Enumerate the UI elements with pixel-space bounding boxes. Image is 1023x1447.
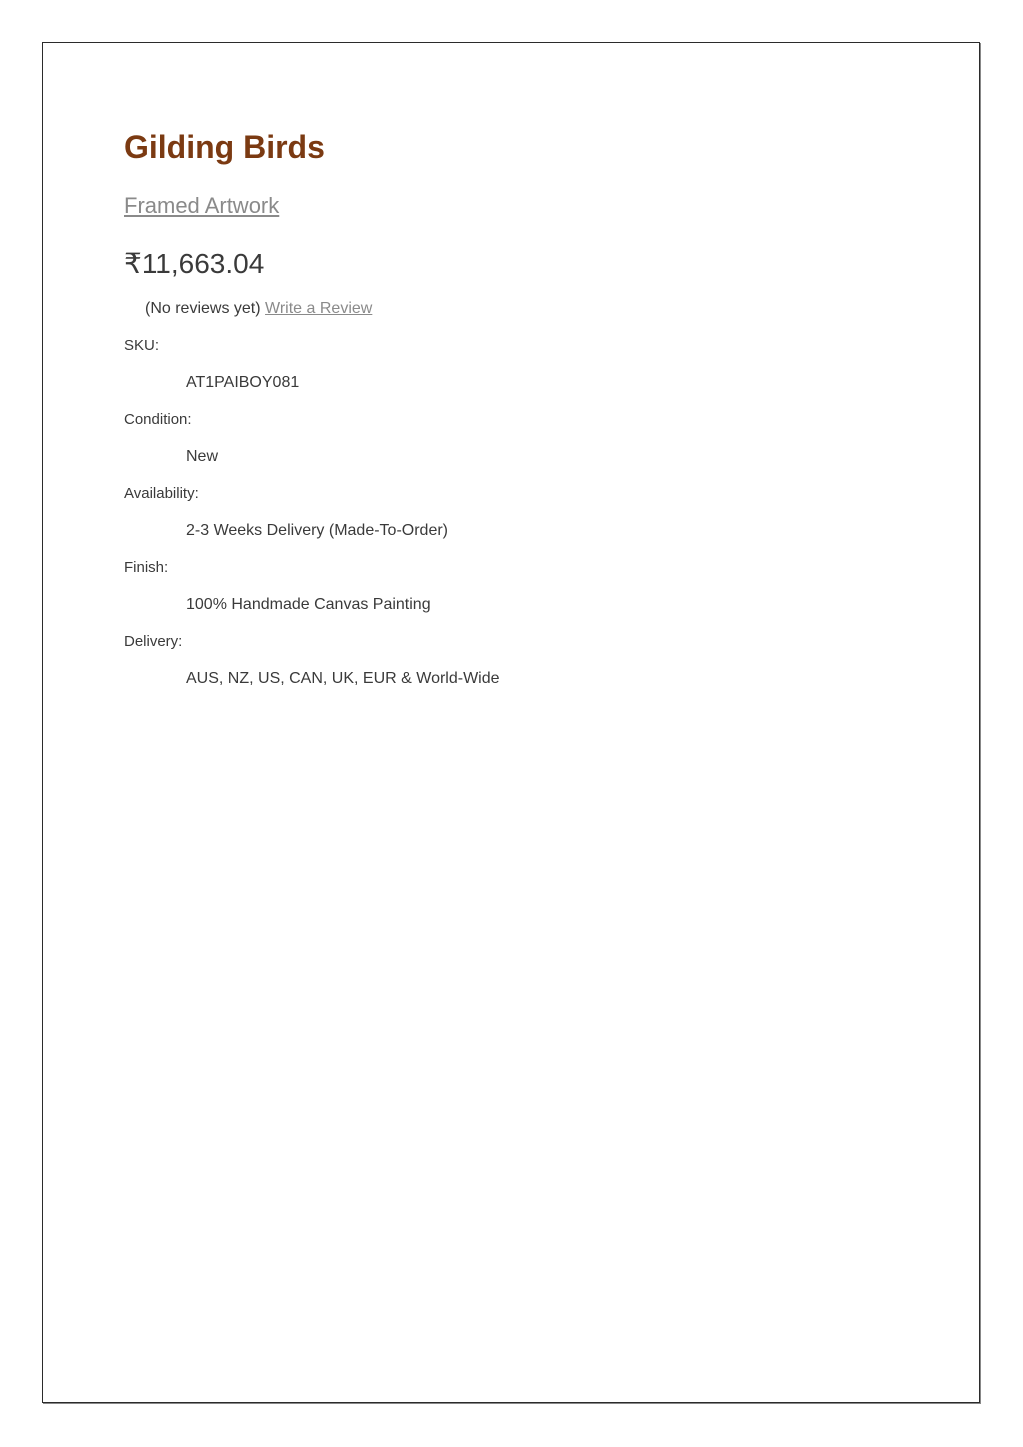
- spec-value-availability: 2-3 Weeks Delivery (Made-To-Order): [186, 522, 448, 539]
- category-link[interactable]: Framed Artwork: [124, 193, 280, 218]
- spec-label-condition: Condition:: [124, 411, 192, 428]
- spec-value-condition: New: [186, 448, 219, 465]
- spec-label-delivery: Delivery:: [124, 633, 183, 650]
- spec-list: [124, 336, 919, 689]
- spec-label-sku: SKU:: [124, 337, 160, 354]
- product-title: Gilding Birds: [124, 129, 325, 165]
- spec-value-finish: 100% Handmade Canvas Painting: [186, 596, 431, 613]
- reviews-line: [124, 298, 919, 320]
- product-details: [124, 127, 919, 706]
- reviews-count-text: (No reviews yet): [145, 300, 261, 317]
- spec-label-finish: Finish:: [124, 559, 169, 576]
- write-review-link[interactable]: Write a Review: [265, 300, 373, 317]
- spec-value-sku: AT1PAIBOY081: [186, 374, 300, 391]
- spec-label-availability: Availability:: [124, 485, 199, 502]
- product-price: ₹11,663.04: [124, 248, 265, 279]
- document-page: [42, 42, 980, 1403]
- spec-value-delivery: AUS, NZ, US, CAN, UK, EUR & World-Wide: [186, 670, 500, 687]
